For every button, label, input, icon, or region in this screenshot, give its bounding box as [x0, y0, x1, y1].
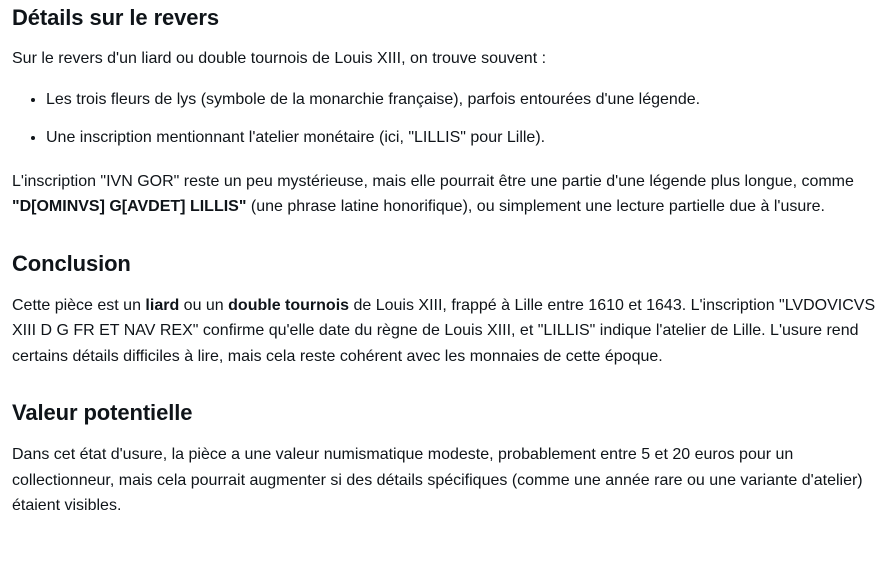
conclusion-bold-double-tournois: double tournois	[228, 296, 350, 314]
conclusion-paragraph	[12, 293, 879, 370]
section-heading-reverse-details: Détails sur le revers	[12, 5, 220, 30]
section-heading-potential-value: Valeur potentielle	[12, 400, 193, 425]
reverse-intro-paragraph: Sur le revers d'un liard ou double tournois de Louis XIII, on trouve souvent :	[12, 50, 547, 67]
list-item: • Les trois fleurs de lys (symbole de la monarchie française), parfois entourées d'une légende.	[46, 87, 879, 113]
conclusion-text-part3: de Louis XIII, frappé à Lille entre 1610 et 1643. L'inscription "LVDOVICVS XIII D G FR ET NAV REX" confirme qu'elle date du règne de Louis XIII, et "LILLIS" indique l'atelier de Lille. L'usure rend certains détails difficiles à lire, mais cela reste cohérent avec les monnaies de cette époque.	[12, 296, 876, 365]
inscription-paragraph	[12, 169, 879, 220]
reverse-features-list	[12, 87, 879, 151]
conclusion-text-part2: ou un	[179, 296, 229, 314]
list-item: • Une inscription mentionnant l'atelier monétaire (ici, "LILLIS" pour Lille).	[46, 125, 879, 151]
latin-legend-bold: "D[OMINVS] G[AVDET] LILLIS"	[12, 198, 247, 215]
inscription-text-part1: L'inscription "IVN GOR" reste un peu mystérieuse, mais elle pourrait être une partie d'une légende plus longue, comme	[12, 172, 854, 190]
conclusion-bold-liard: liard	[145, 296, 180, 314]
section-heading-conclusion: Conclusion	[12, 250, 131, 276]
value-paragraph: Dans cet état d'usure, la pièce a une valeur numismatique modeste, probablement entre 5 et 20 euros pour un collectionneur, mais cela pourrait augmenter si des détails spécifiques (comme une année rare ou une variante d'atelier) étaient visibles.	[12, 446, 863, 514]
conclusion-text-part1: Cette pièce est un	[12, 296, 146, 314]
inscription-text-part2: (une phrase latine honorifique), ou simplement une lecture partielle due à l'usure.	[246, 198, 825, 215]
